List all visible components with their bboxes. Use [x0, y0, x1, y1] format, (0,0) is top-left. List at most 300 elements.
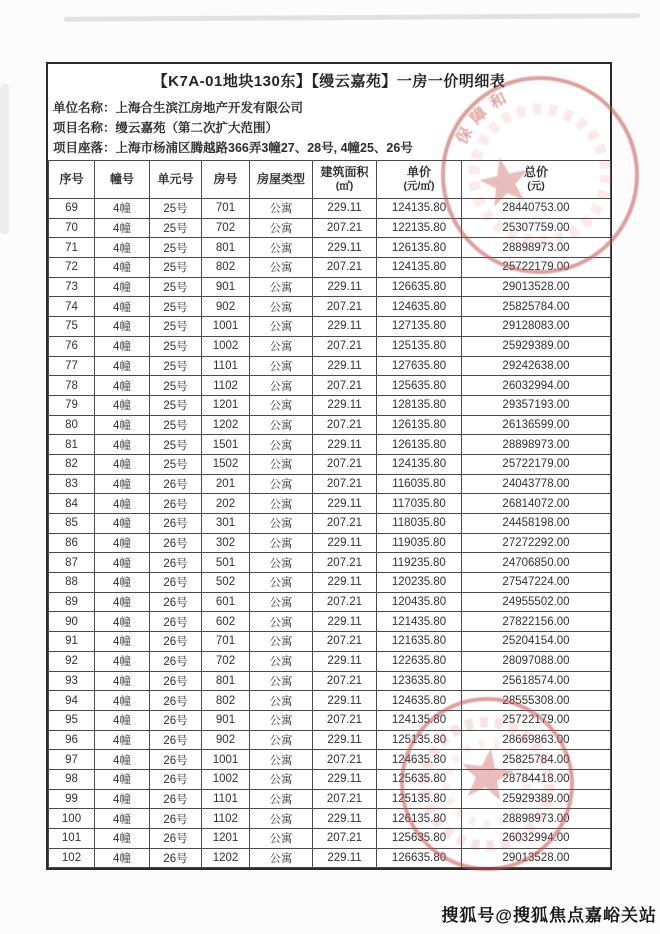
table-cell: 4幢 [95, 592, 150, 612]
table-row [49, 612, 611, 632]
table-cell: 701 [202, 199, 250, 219]
table-cell: 127635.80 [377, 356, 462, 376]
table-cell: 25号 [150, 415, 202, 435]
table-row [49, 769, 611, 789]
table-cell: 207.21 [313, 829, 377, 849]
table-cell: 201 [202, 474, 250, 494]
meta-address [53, 138, 610, 158]
table-cell: 公寓 [250, 829, 313, 849]
table-cell: 502 [202, 573, 250, 593]
table-cell: 207.21 [313, 376, 377, 396]
table-cell: 4幢 [95, 494, 150, 514]
table-row [49, 514, 611, 534]
meta-project [53, 118, 610, 138]
table-row [49, 376, 611, 396]
table-cell: 119235.80 [377, 553, 462, 573]
table-cell: 207.21 [313, 553, 377, 573]
table-cell: 119035.80 [377, 533, 462, 553]
table-cell: 126135.80 [377, 809, 462, 829]
table-cell: 28669863.00 [462, 730, 611, 750]
table-cell: 229.11 [313, 612, 377, 632]
table-row [49, 218, 611, 238]
table-cell: 25号 [150, 395, 202, 415]
table-cell: 29013528.00 [462, 277, 611, 297]
table-cell: 229.11 [313, 435, 377, 455]
table-cell: 公寓 [250, 612, 313, 632]
table-cell: 229.11 [313, 199, 377, 219]
table-cell: 100 [49, 809, 95, 829]
table-row [49, 356, 611, 376]
table-cell: 91 [49, 632, 95, 652]
table-row [49, 533, 611, 553]
table-cell: 4幢 [95, 769, 150, 789]
table-cell: 4幢 [95, 356, 150, 376]
table-cell: 26号 [150, 671, 202, 691]
table-cell: 25722179.00 [462, 258, 611, 278]
table-header-row [49, 161, 611, 199]
table-row [49, 474, 611, 494]
table-cell: 94 [49, 691, 95, 711]
table-cell: 117035.80 [377, 494, 462, 514]
table-cell: 公寓 [250, 710, 313, 730]
table-cell: 801 [202, 671, 250, 691]
table-cell: 124135.80 [377, 710, 462, 730]
column-header: 房屋类型 [250, 161, 313, 199]
table-cell: 公寓 [250, 573, 313, 593]
table-cell: 29242638.00 [462, 356, 611, 376]
table-cell: 26号 [150, 514, 202, 534]
table-cell: 26号 [150, 553, 202, 573]
table-cell: 公寓 [250, 691, 313, 711]
table-cell: 4幢 [95, 514, 150, 534]
table-cell: 118035.80 [377, 514, 462, 534]
table-cell: 公寓 [250, 376, 313, 396]
table-cell: 124635.80 [377, 297, 462, 317]
table-cell: 1202 [202, 848, 250, 868]
table-cell: 26号 [150, 710, 202, 730]
table-cell: 126135.80 [377, 435, 462, 455]
table-cell: 98 [49, 769, 95, 789]
table-cell: 207.21 [313, 218, 377, 238]
table-cell: 85 [49, 514, 95, 534]
table-cell: 4幢 [95, 829, 150, 849]
table-cell: 公寓 [250, 632, 313, 652]
table-cell: 28440753.00 [462, 199, 611, 219]
table-row [49, 553, 611, 573]
table-cell: 29128083.00 [462, 317, 611, 337]
sohu-watermark: 搜狐号@搜狐焦点嘉峪关站 [441, 906, 657, 925]
table-cell: 26号 [150, 632, 202, 652]
table-row [49, 395, 611, 415]
table-cell: 102 [49, 848, 95, 868]
table-cell: 124635.80 [377, 750, 462, 770]
table-cell: 4幢 [95, 395, 150, 415]
meta-project-value: 缦云嘉苑（第二次扩大范围） [115, 121, 279, 135]
table-cell: 4幢 [95, 730, 150, 750]
table-cell: 4幢 [95, 710, 150, 730]
table-cell: 公寓 [250, 258, 313, 278]
table-cell: 1501 [202, 435, 250, 455]
table-cell: 501 [202, 553, 250, 573]
table-cell: 公寓 [250, 848, 313, 868]
table-cell: 702 [202, 218, 250, 238]
table-cell: 87 [49, 553, 95, 573]
table-row [49, 592, 611, 612]
table-cell: 126635.80 [377, 848, 462, 868]
table-cell: 229.11 [313, 395, 377, 415]
table-cell: 公寓 [250, 199, 313, 219]
table-cell: 1001 [202, 750, 250, 770]
column-header: 房号 [202, 161, 250, 199]
table-cell: 123635.80 [377, 671, 462, 691]
column-header: 单元号 [150, 161, 202, 199]
table-cell: 公寓 [250, 553, 313, 573]
table-cell: 公寓 [250, 395, 313, 415]
table-cell: 27272292.00 [462, 533, 611, 553]
table-cell: 78 [49, 376, 95, 396]
table-row [49, 258, 611, 278]
table-cell: 207.21 [313, 514, 377, 534]
table-cell: 89 [49, 592, 95, 612]
table-cell: 25204154.00 [462, 632, 611, 652]
table-row [49, 277, 611, 297]
table-cell: 74 [49, 297, 95, 317]
table-cell: 25722179.00 [462, 454, 611, 474]
table-cell: 79 [49, 395, 95, 415]
table-cell: 公寓 [250, 533, 313, 553]
table-cell: 4幢 [95, 533, 150, 553]
table-cell: 25号 [150, 297, 202, 317]
table-cell: 902 [202, 730, 250, 750]
table-cell: 4幢 [95, 199, 150, 219]
table-cell: 75 [49, 317, 95, 337]
table-cell: 207.21 [313, 632, 377, 652]
table-cell: 4幢 [95, 573, 150, 593]
scan-artifact-smudge [0, 84, 9, 234]
table-cell: 1101 [202, 789, 250, 809]
table-cell: 207.21 [313, 671, 377, 691]
table-cell: 公寓 [250, 415, 313, 435]
table-cell: 4幢 [95, 238, 150, 258]
table-row [49, 336, 611, 356]
table-cell: 207.21 [313, 415, 377, 435]
table-row [49, 297, 611, 317]
table-row [49, 415, 611, 435]
table-cell: 28898973.00 [462, 435, 611, 455]
table-cell: 229.11 [313, 494, 377, 514]
table-cell: 公寓 [250, 809, 313, 829]
table-cell: 4幢 [95, 612, 150, 632]
table-cell: 124135.80 [377, 199, 462, 219]
table-cell: 26号 [150, 474, 202, 494]
table-cell: 公寓 [250, 750, 313, 770]
table-row [49, 199, 611, 219]
table-cell: 26号 [150, 612, 202, 632]
table-cell: 207.21 [313, 789, 377, 809]
table-row [49, 435, 611, 455]
table-cell: 26032994.00 [462, 829, 611, 849]
table-cell: 公寓 [250, 435, 313, 455]
table-cell: 4幢 [95, 848, 150, 868]
table-cell: 25825784.00 [462, 297, 611, 317]
table-cell: 1201 [202, 829, 250, 849]
table-cell: 4幢 [95, 809, 150, 829]
column-header: 单价 (元/㎡) [377, 161, 462, 199]
table-cell: 25929389.00 [462, 789, 611, 809]
table-cell: 28898973.00 [462, 238, 611, 258]
table-cell: 86 [49, 533, 95, 553]
table-cell: 29013528.00 [462, 848, 611, 868]
meta-company-value: 上海合生滨江房地产开发有限公司 [115, 101, 304, 115]
table-cell: 4幢 [95, 297, 150, 317]
table-row [49, 848, 611, 868]
table-cell: 26号 [150, 809, 202, 829]
table-row [49, 809, 611, 829]
table-cell: 公寓 [250, 651, 313, 671]
table-row [49, 710, 611, 730]
table-cell: 702 [202, 651, 250, 671]
table-row [49, 632, 611, 652]
table-row [49, 750, 611, 770]
table-cell: 84 [49, 494, 95, 514]
table-cell: 26号 [150, 769, 202, 789]
meta-address-label: 项目座落： [53, 141, 116, 155]
table-cell: 122635.80 [377, 651, 462, 671]
table-cell: 207.21 [313, 297, 377, 317]
table-cell: 公寓 [250, 592, 313, 612]
table-cell: 28097088.00 [462, 651, 611, 671]
table-cell: 120435.80 [377, 592, 462, 612]
table-cell: 4幢 [95, 632, 150, 652]
table-cell: 124135.80 [377, 454, 462, 474]
scan-artifact-streak [64, 13, 640, 22]
table-cell: 99 [49, 789, 95, 809]
table-cell: 229.11 [313, 356, 377, 376]
table-cell: 126135.80 [377, 415, 462, 435]
table-cell: 202 [202, 494, 250, 514]
table-cell: 4幢 [95, 218, 150, 238]
table-cell: 602 [202, 612, 250, 632]
column-header: 建筑面积 (㎡) [313, 161, 377, 199]
table-cell: 70 [49, 218, 95, 238]
table-cell: 公寓 [250, 356, 313, 376]
table-cell: 25号 [150, 277, 202, 297]
table-cell: 207.21 [313, 258, 377, 278]
table-cell: 1002 [202, 769, 250, 789]
table-cell: 802 [202, 691, 250, 711]
table-cell: 公寓 [250, 730, 313, 750]
table-cell: 901 [202, 710, 250, 730]
table-cell: 125135.80 [377, 789, 462, 809]
document-title: 【K7A-01地块130东】【缦云嘉苑】一房一价明细表 [152, 73, 506, 90]
table-cell: 公寓 [250, 277, 313, 297]
table-cell: 229.11 [313, 730, 377, 750]
table-cell: 229.11 [313, 691, 377, 711]
table-cell: 80 [49, 415, 95, 435]
table-cell: 207.21 [313, 750, 377, 770]
table-row [49, 730, 611, 750]
table-cell: 902 [202, 297, 250, 317]
table-row [49, 454, 611, 474]
table-cell: 25号 [150, 454, 202, 474]
table-cell: 26号 [150, 730, 202, 750]
table-cell: 116035.80 [377, 474, 462, 494]
table-cell: 126135.80 [377, 238, 462, 258]
table-cell: 122135.80 [377, 218, 462, 238]
table-cell: 229.11 [313, 848, 377, 868]
table-cell: 公寓 [250, 297, 313, 317]
table-cell: 229.11 [313, 651, 377, 671]
table-cell: 229.11 [313, 769, 377, 789]
table-cell: 1201 [202, 395, 250, 415]
table-cell: 公寓 [250, 671, 313, 691]
table-cell: 26032994.00 [462, 376, 611, 396]
table-cell: 26号 [150, 573, 202, 593]
table-cell: 25号 [150, 336, 202, 356]
table-cell: 25号 [150, 376, 202, 396]
table-cell: 1202 [202, 415, 250, 435]
table-cell: 207.21 [313, 336, 377, 356]
table-cell: 28784418.00 [462, 769, 611, 789]
meta-project-label: 项目名称： [53, 121, 116, 135]
table-cell: 4幢 [95, 336, 150, 356]
table-cell: 28555308.00 [462, 691, 611, 711]
table-cell: 229.11 [313, 277, 377, 297]
table-cell: 公寓 [250, 494, 313, 514]
table-cell: 24458198.00 [462, 514, 611, 534]
table-row [49, 317, 611, 337]
table-cell: 126635.80 [377, 277, 462, 297]
table-cell: 24706850.00 [462, 553, 611, 573]
table-cell: 26号 [150, 651, 202, 671]
table-cell: 801 [202, 238, 250, 258]
table-cell: 27547224.00 [462, 573, 611, 593]
table-cell: 25618574.00 [462, 671, 611, 691]
table-cell: 302 [202, 533, 250, 553]
table-cell: 124135.80 [377, 258, 462, 278]
table-cell: 公寓 [250, 238, 313, 258]
table-cell: 4幢 [95, 691, 150, 711]
table-cell: 229.11 [313, 533, 377, 553]
table-row [49, 573, 611, 593]
table-cell: 26号 [150, 829, 202, 849]
table-cell: 95 [49, 710, 95, 730]
table-cell: 公寓 [250, 474, 313, 494]
table-cell: 901 [202, 277, 250, 297]
price-disclosure-sheet [46, 62, 612, 870]
seal-top-arc-text: 保障和 [453, 86, 516, 148]
table-cell: 4幢 [95, 317, 150, 337]
table-cell: 120235.80 [377, 573, 462, 593]
table-cell: 公寓 [250, 769, 313, 789]
table-cell: 26号 [150, 789, 202, 809]
column-header: 总价 (元) [462, 161, 611, 199]
table-cell: 97 [49, 750, 95, 770]
table-row [49, 238, 611, 258]
price-table [48, 160, 611, 868]
table-cell: 公寓 [250, 218, 313, 238]
table-cell: 29357193.00 [462, 395, 611, 415]
table-cell: 4幢 [95, 474, 150, 494]
table-cell: 92 [49, 651, 95, 671]
meta-company-label: 单位名称： [53, 101, 116, 115]
table-cell: 公寓 [250, 789, 313, 809]
table-cell: 121435.80 [377, 612, 462, 632]
meta-company [53, 98, 610, 118]
column-header: 序号 [49, 161, 95, 199]
table-cell: 301 [202, 514, 250, 534]
table-cell: 125135.80 [377, 730, 462, 750]
table-cell: 25号 [150, 199, 202, 219]
table-cell: 229.11 [313, 317, 377, 337]
table-cell: 4幢 [95, 454, 150, 474]
table-cell: 701 [202, 632, 250, 652]
table-cell: 25722179.00 [462, 710, 611, 730]
table-cell: 88 [49, 573, 95, 593]
table-cell: 公寓 [250, 317, 313, 337]
table-cell: 124635.80 [377, 691, 462, 711]
table-cell: 26号 [150, 592, 202, 612]
table-cell: 25307759.00 [462, 218, 611, 238]
table-cell: 229.11 [313, 238, 377, 258]
table-cell: 83 [49, 474, 95, 494]
table-cell: 26号 [150, 691, 202, 711]
table-cell: 26号 [150, 848, 202, 868]
table-cell: 76 [49, 336, 95, 356]
table-cell: 4幢 [95, 415, 150, 435]
table-cell: 121635.80 [377, 632, 462, 652]
table-cell: 72 [49, 258, 95, 278]
table-cell: 125635.80 [377, 769, 462, 789]
table-cell: 601 [202, 592, 250, 612]
table-cell: 25号 [150, 238, 202, 258]
meta-address-value: 上海市杨浦区腾越路366弄3幢27、28号, 4幢25、26号 [115, 141, 413, 155]
table-cell: 25号 [150, 218, 202, 238]
table-cell: 81 [49, 435, 95, 455]
table-cell: 125135.80 [377, 336, 462, 356]
table-cell: 207.21 [313, 454, 377, 474]
table-cell: 96 [49, 730, 95, 750]
table-cell: 4幢 [95, 671, 150, 691]
table-cell: 26号 [150, 533, 202, 553]
table-cell: 1102 [202, 376, 250, 396]
table-cell: 25号 [150, 356, 202, 376]
table-cell: 24043778.00 [462, 474, 611, 494]
table-cell: 125635.80 [377, 376, 462, 396]
table-cell: 229.11 [313, 573, 377, 593]
table-cell: 127135.80 [377, 317, 462, 337]
table-cell: 27822156.00 [462, 612, 611, 632]
table-cell: 207.21 [313, 474, 377, 494]
table-cell: 24955502.00 [462, 592, 611, 612]
table-cell: 26号 [150, 494, 202, 514]
document-meta [48, 97, 610, 158]
table-cell: 128135.80 [377, 395, 462, 415]
table-row [49, 789, 611, 809]
table-cell: 25号 [150, 317, 202, 337]
table-cell: 4幢 [95, 750, 150, 770]
table-row [49, 651, 611, 671]
table-cell: 26136599.00 [462, 415, 611, 435]
table-cell: 90 [49, 612, 95, 632]
table-cell: 82 [49, 454, 95, 474]
table-cell: 25号 [150, 435, 202, 455]
table-cell: 4幢 [95, 258, 150, 278]
table-cell: 73 [49, 277, 95, 297]
table-cell: 28898973.00 [462, 809, 611, 829]
table-cell: 25号 [150, 258, 202, 278]
table-cell: 1002 [202, 336, 250, 356]
